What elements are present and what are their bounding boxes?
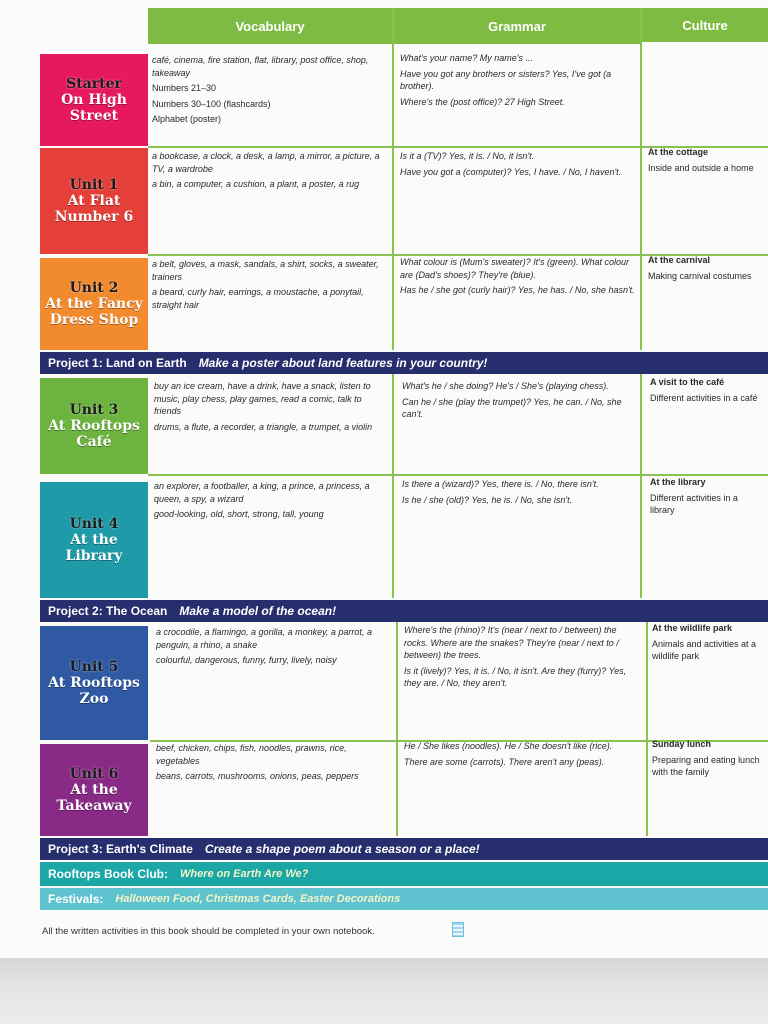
vocab-item: Numbers 21–30 [152,83,217,93]
grammar-cell-starter [400,52,636,111]
grammar-item: Where's the (post office)? 27 High Street. [400,96,565,107]
grammar-cell-5 [404,624,642,693]
project-2-bar [40,600,768,622]
unit-tile-4 [40,482,148,598]
vocab-item: drums, a flute, a recorder, a triangle, a trumpet, a violin [154,421,373,432]
culture-text: Making carnival costumes [648,270,752,281]
festivals-subtitle: Halloween Food, Christmas Cards, Easter Decorations [115,893,401,905]
book-club-subtitle: Where on Earth Are We? [179,868,309,880]
culture-text: Preparing and eating lunch with the family [652,754,760,777]
unit-tile-2 [40,258,148,350]
scan-edge [0,958,768,1024]
culture-title: At the wildlife park [652,623,733,633]
project-task: Make a poster about land features in your country! [198,356,488,370]
vocab-cell-starter [152,54,388,129]
vocab-item: café, cinema, fire station, flat, library, post office, shop, takeaway [152,55,369,78]
vocab-item: Alphabet (poster) [152,114,222,124]
grammar-cell-1 [400,150,636,181]
grammar-item: Is there a (wizard)? Yes, there is. / No, there isn't. [402,479,599,489]
grammar-item: He / She likes (noodles). He / She doesn't like (rice). [404,741,613,751]
culture-title: At the cottage [648,147,709,157]
grammar-item: Has he / she got (curly hair)? Yes, he has. / No, she hasn't. [400,285,635,295]
vocab-cell-1 [152,150,388,194]
grammar-item: Have you got any brothers or sisters? Yes, I've got (a brother). [400,68,612,91]
unit-label: Unit 2 [69,279,119,296]
grammar-item: Have you got a (computer)? Yes, I have. / No, I haven't. [400,166,622,177]
vocab-cell-5 [156,626,392,670]
unit-label: Unit 3 [69,401,119,418]
project-task: Create a shape poem about a season or a place! [204,842,480,856]
vocab-item: Numbers 30–100 (flashcards) [152,98,271,109]
vocab-item: a beard, curly hair, earrings, a moustache, a ponytail, straight hair [152,287,364,310]
grid-line [392,8,394,350]
vocab-cell-2 [152,258,388,314]
grammar-item: Is it (lively)? Yes, it is. / No, it isn't. Are they (furry)? Yes, they are. / No, they aren't. [404,665,627,688]
unit-tile-3 [40,378,148,474]
unit-name: At Rooftops Café [48,417,140,451]
vocab-item: good-looking, old, short, strong, tall, young [154,509,324,519]
culture-cell-4 [650,476,764,517]
culture-text: Different activities in a café [650,392,758,403]
culture-text: Different activities in a library [650,492,738,515]
vocab-item: beans, carrots, mushrooms, onions, peas, peppers [156,771,359,781]
vocab-item: an explorer, a footballer, a king, a prince, a princess, a queen, a spy, a wizard [154,481,370,504]
header-grammar: Grammar [394,8,640,44]
project-1-bar [40,352,768,374]
book-club-bar [40,862,768,886]
grammar-cell-6 [404,740,642,771]
vocab-item: a crocodile, a flamingo, a gorilla, a monkey, a parrot, a penguin, a rhino, a snake [156,627,372,650]
header-culture: Culture [642,8,768,42]
grammar-item: Is he / she (old)? Yes, he is. / No, she isn't. [402,494,573,505]
grammar-cell-3 [402,380,636,424]
culture-cell-1 [648,146,764,174]
unit-tile-6 [40,744,148,836]
grammar-cell-2 [400,256,636,300]
vocab-item: a belt, gloves, a mask, sandals, a shirt, socks, a sweater, trainers [152,259,379,282]
vocab-cell-4 [154,480,388,524]
project-3-bar [40,838,768,860]
vocab-item: colourful, dangerous, funny, furry, lively, noisy [156,655,337,665]
grid-line [646,622,648,836]
culture-cell-5 [652,622,766,663]
culture-title: At the library [650,477,706,487]
grid-line [396,622,398,836]
unit-name: At the Takeaway [56,781,132,815]
unit-tile-5 [40,626,148,740]
unit-name: At the Fancy Dress Shop [45,295,143,329]
unit-label: Unit 1 [69,176,119,193]
culture-cell-3 [650,376,764,404]
grammar-item: What's he / she doing? He's / She's (playing chess). [402,381,609,391]
festivals-bar [40,888,768,910]
grammar-item: What's your name? My name's ... [400,53,533,63]
grammar-item: Where's the (rhino)? It's (near / next to / between) the rocks. Where are the snakes? They're (near / next to / between) the trees. [404,625,619,660]
unit-name: On High Street [61,91,127,125]
unit-label: Unit 6 [69,765,119,782]
festivals-title: Festivals: [48,892,104,906]
project-title: Project 1: Land on Earth [48,356,187,370]
unit-name: At Rooftops Zoo [48,674,140,708]
vocab-cell-6 [156,742,392,786]
grammar-item: Can he / she (play the trumpet)? Yes, he can. / No, she can't. [402,396,622,419]
grammar-item: Is it a (TV)? Yes, it is. / No, it isn't. [400,151,535,161]
grammar-item: There are some (carrots). There aren't any (peas). [404,756,605,767]
project-title: Project 3: Earth's Climate [48,842,193,856]
grid-line [640,374,642,598]
grammar-item: What colour is (Mum's sweater)? It's (green). What colour are (Dad's shoes)? They're (blue). [400,257,630,280]
unit-label: Unit 5 [69,658,119,675]
vocab-item: buy an ice cream, have a drink, have a snack, listen to music, play chess, play games, read a comic, talk to friends [154,381,371,416]
unit-label: Unit 4 [69,515,119,532]
grid-line [392,374,394,598]
unit-tile-1 [40,148,148,254]
culture-title: At the carnival [648,255,711,265]
vocab-item: a bookcase, a clock, a desk, a lamp, a mirror, a picture, a TV, a wardrobe [152,151,380,174]
vocab-item: beef, chicken, chips, fish, noodles, prawns, rice, vegetables [156,743,347,766]
grid-line [640,8,642,350]
culture-text: Animals and activities at a wildlife park [652,638,757,661]
vocab-item: a bin, a computer, a cushion, a plant, a poster, a rug [152,179,360,189]
book-club-title: Rooftops Book Club: [48,867,168,881]
culture-text: Inside and outside a home [648,162,754,173]
unit-name: At the Library [65,531,123,565]
culture-cell-2 [648,254,764,282]
header-vocabulary: Vocabulary [148,8,392,44]
culture-title: A visit to the café [650,377,725,387]
unit-label: Starter [66,75,122,92]
vocab-cell-3 [154,380,388,436]
notebook-icon [452,922,464,937]
culture-cell-6 [652,738,766,779]
culture-title: Sunday lunch [652,739,712,749]
unit-tile-starter [40,54,148,146]
unit-name: At Flat Number 6 [54,192,134,226]
footer-note: All the written activities in this book should be completed in your own notebook. [42,926,375,937]
grammar-cell-4 [402,478,636,509]
project-task: Make a model of the ocean! [179,604,337,618]
project-title: Project 2: The Ocean [48,604,168,618]
